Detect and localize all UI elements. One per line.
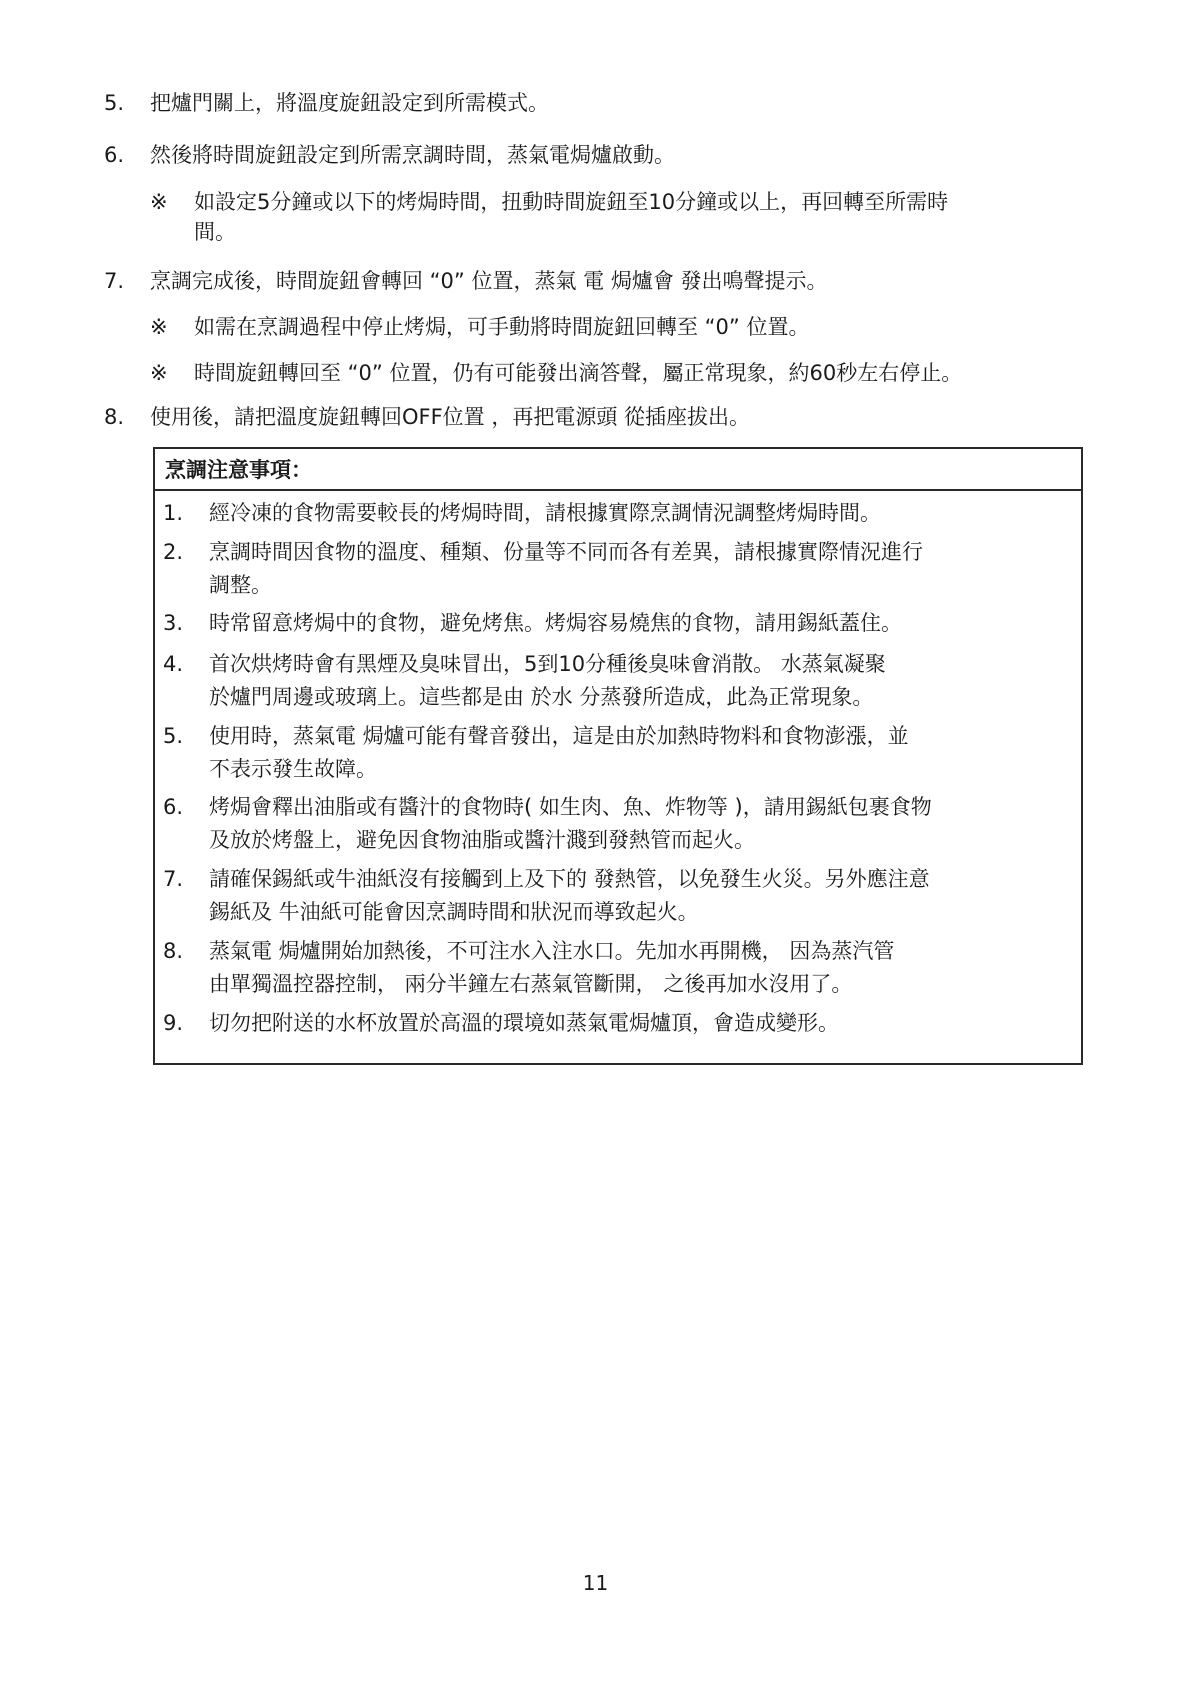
note-mark: ※: [150, 361, 168, 385]
tip-line: 蒸氣電 焗爐開始加熱後，不可注水入注水口。先加水再開機， 因為蒸汽管: [209, 939, 895, 963]
tip-number: 4.: [163, 652, 184, 676]
tip-number: 7.: [163, 867, 184, 891]
page-number: 11: [582, 1571, 609, 1595]
note-mark: ※: [150, 190, 168, 214]
tip-line: 使用時，蒸氣電 焗爐可能有聲音發出，這是由於加熱時物料和食物澎漲，並: [209, 724, 909, 748]
tip-number: 1.: [163, 501, 184, 525]
note-line: 時間旋鈕轉回至 “0” 位置，仍有可能發出滴答聲，屬正常現象，約60秒左右停止。: [194, 361, 963, 385]
note-line: 如需在烹調過程中停止烤焗，可手動將時間旋鈕回轉至 “0” 位置。: [194, 315, 810, 339]
tip-line: 烤焗會釋出油脂或有醬汁的食物時( 如生肉、魚、炸物等 )，請用錫紙包裹食物: [209, 795, 932, 819]
tip-line: 於爐門周邊或玻璃上。這些都是由 於水 分蒸發所造成，此為正常現象。: [209, 685, 874, 709]
step-number: 5.: [104, 91, 125, 115]
tip-line: 不表示發生故障。: [209, 757, 377, 781]
cooking-notes-box: [153, 447, 1083, 1065]
tip-line: 錫紙及 牛油紙可能會因烹調時間和狀況而導致起火。: [209, 900, 699, 924]
step-text: 烹調完成後，時間旋鈕會轉回 “0” 位置，蒸氣 電 焗爐會 發出鳴聲提示。: [150, 269, 828, 293]
cooking-notes-header: [155, 449, 1081, 491]
tip-number: 8.: [163, 939, 184, 963]
tip-number: 2.: [163, 540, 184, 564]
note-line: 如設定5分鐘或以下的烤焗時間，扭動時間旋鈕至10分鐘或以上，再回轉至所需時: [194, 190, 949, 214]
tip-line: 及放於烤盤上，避免因食物油脂或醬汁濺到發熱管而起火。: [209, 828, 755, 852]
tip-line: 烹調時間因食物的溫度、種類、份量等不同而各有差異，請根據實際情況進行: [209, 540, 923, 564]
cooking-notes-title: 烹調注意事項：: [165, 458, 312, 482]
tip-line: 切勿把附送的水杯放置於高溫的環境如蒸氣電焗爐頂，會造成變形。: [209, 1011, 839, 1035]
step-text: 使用後，請把溫度旋鈕轉回OFF位置 ，再把電源頭 從插座拔出。: [150, 405, 751, 429]
tip-line: 首次烘烤時會有黑煙及臭味冒出，5到10分種後臭味會消散。 水蒸氣凝聚: [209, 652, 886, 676]
step-text: 然後將時間旋鈕設定到所需烹調時間，蒸氣電焗爐啟動。: [150, 143, 675, 167]
tip-number: 3.: [163, 611, 184, 635]
tip-number: 9.: [163, 1011, 184, 1035]
note-mark: ※: [150, 315, 168, 339]
tip-number: 6.: [163, 795, 184, 819]
tip-line: 由單獨溫控器控制， 兩分半鐘左右蒸氣管斷開， 之後再加水沒用了。: [209, 972, 853, 996]
tip-line: 調整。: [209, 573, 272, 597]
tip-line: 時常留意烤焗中的食物，避免烤焦。烤焗容易燒焦的食物，請用錫紙蓋住。: [209, 611, 902, 635]
step-number: 8.: [104, 405, 125, 429]
step-text: 把爐門關上，將溫度旋鈕設定到所需模式。: [150, 91, 549, 115]
tip-number: 5.: [163, 724, 184, 748]
tip-line: 請確保錫紙或牛油紙沒有接觸到上及下的 發熱管，以免發生火災。另外應注意: [209, 867, 930, 891]
step-number: 7.: [104, 269, 125, 293]
note-line: 間。: [194, 220, 236, 244]
tip-line: 經冷凍的食物需要較長的烤焗時間，請根據實際烹調情況調整烤焗時間。: [209, 501, 881, 525]
step-number: 6.: [104, 143, 125, 167]
